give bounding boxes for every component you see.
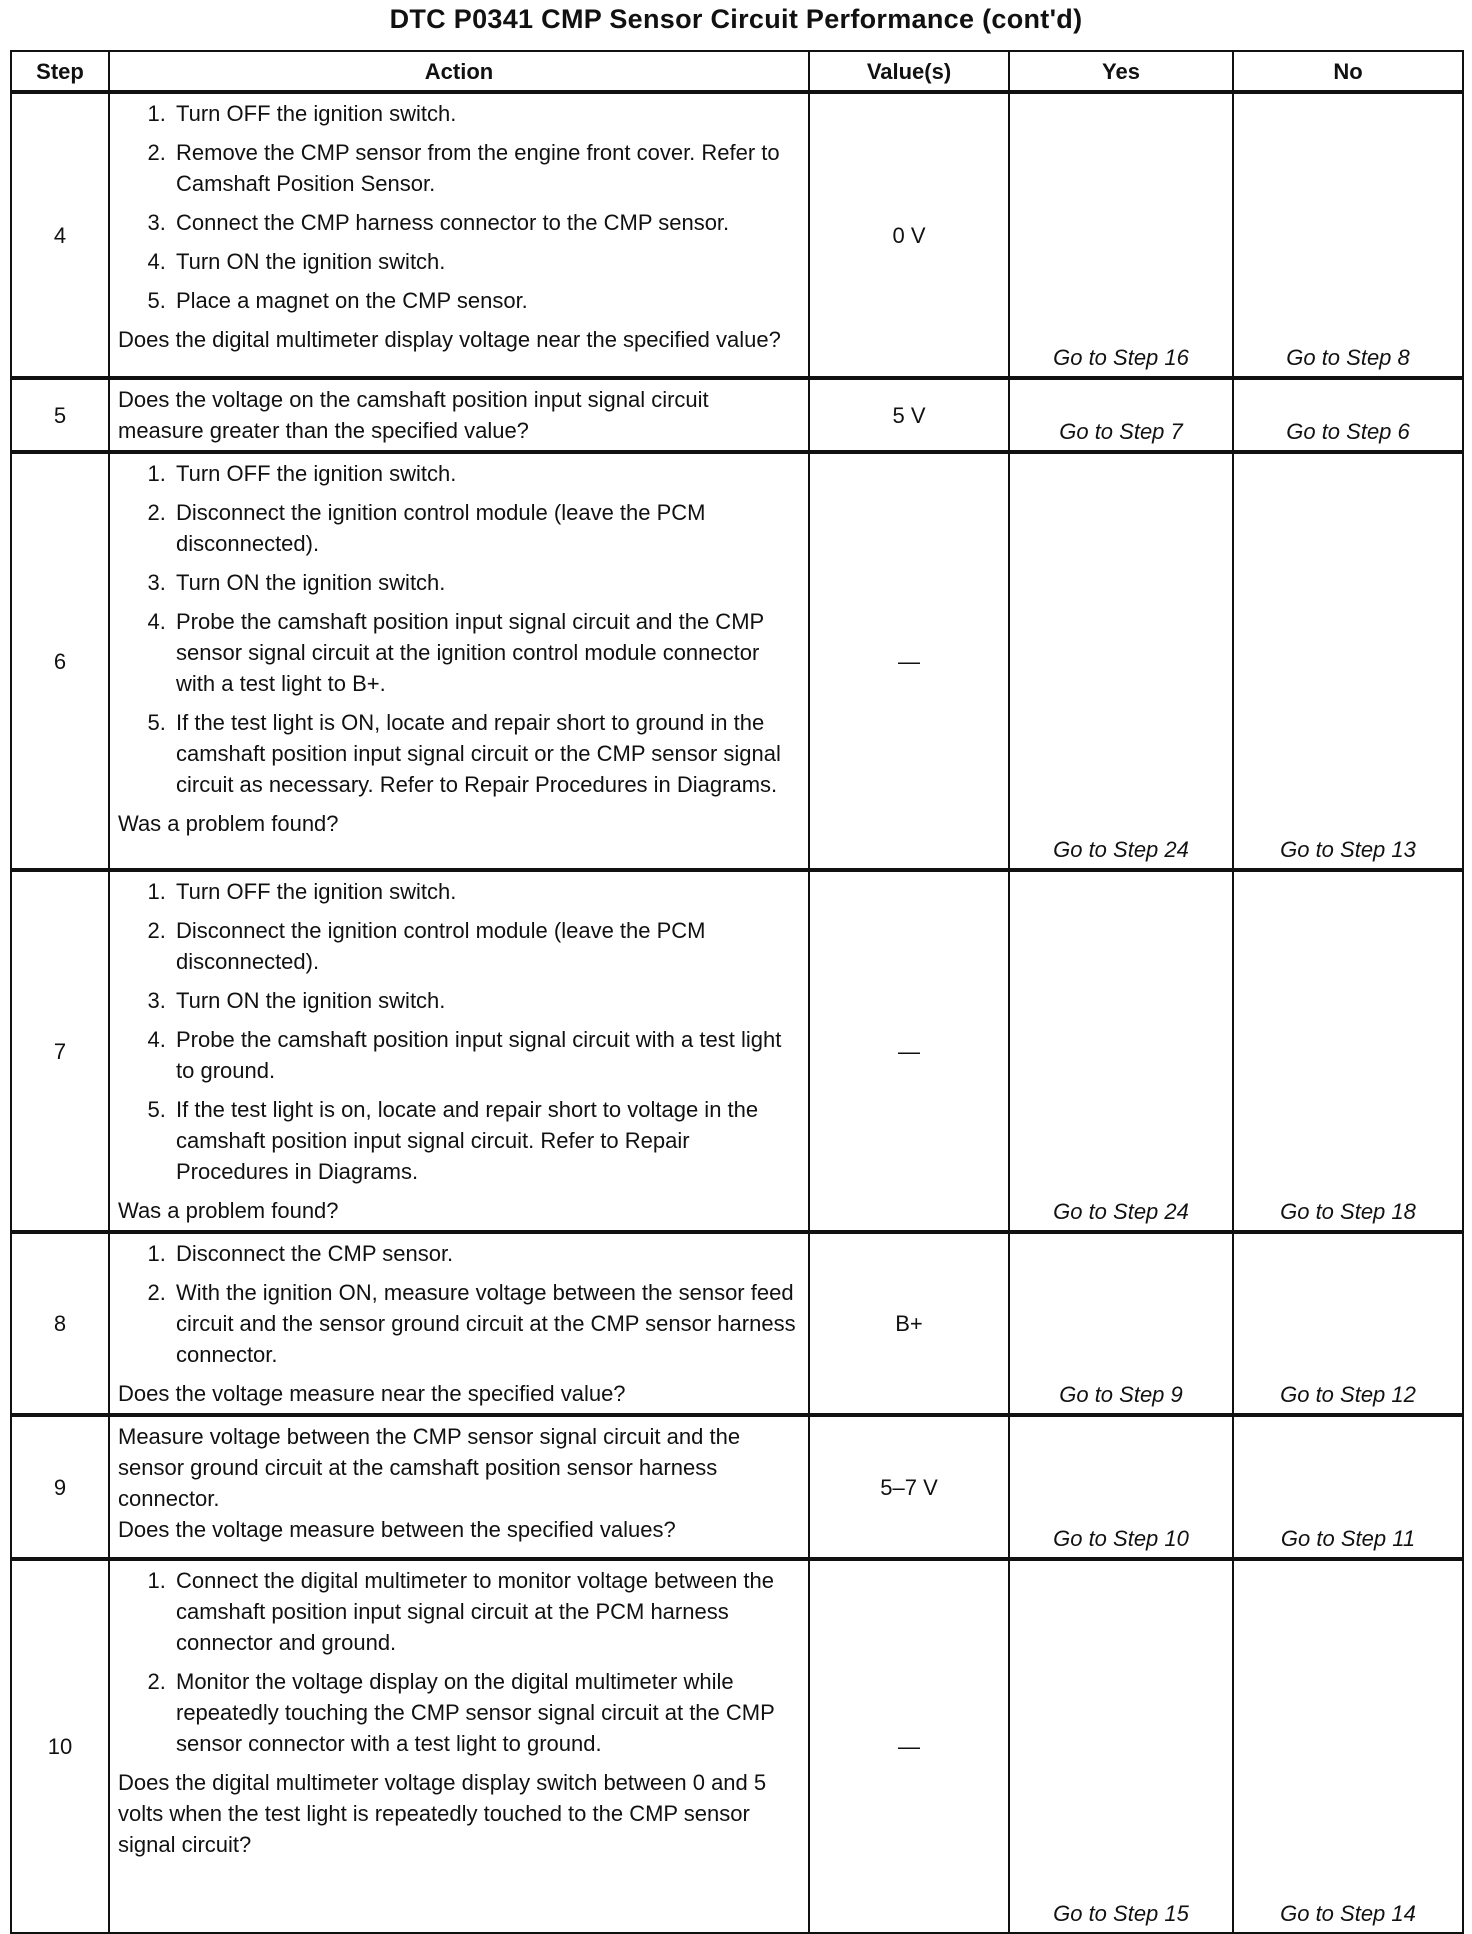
step-number: 7: [11, 870, 109, 1232]
action-step: 1. Disconnect the CMP sensor.: [172, 1238, 800, 1269]
yes-cell: Go to Step 16: [1009, 92, 1233, 378]
action-question: Does the digital multimeter voltage display switch between 0 and 5 volts when the test light is repeatedly touched to the CMP sensor signal circuit?: [118, 1770, 767, 1857]
no-cell: Go to Step 6: [1233, 378, 1463, 452]
action-question: Does the voltage measure between the specified values?: [118, 1517, 676, 1542]
page-title: DTC P0341 CMP Sensor Circuit Performance (cont'd): [389, 4, 1083, 34]
value-cell: 5–7 V: [809, 1415, 1009, 1559]
action-question: Does the voltage on the camshaft position input signal circuit measure greater than the specified value?: [118, 387, 709, 443]
value-cell: —: [809, 1559, 1009, 1933]
action-cell: [109, 378, 809, 452]
action-step: 2. With the ignition ON, measure voltage between the sensor feed circuit and the sensor ground circuit at the CMP sensor harness connector.: [172, 1277, 800, 1370]
yes-cell: Go to Step 10: [1009, 1415, 1233, 1559]
value-cell: 0 V: [809, 92, 1009, 378]
action-question: Was a problem found?: [118, 811, 339, 836]
diagnostic-table: [10, 50, 1464, 1934]
action-cell: [109, 1232, 809, 1415]
action-cell: [109, 1559, 809, 1933]
action-step: 2. Disconnect the ignition control module (leave the PCM disconnected).: [172, 497, 800, 559]
no-cell: Go to Step 13: [1233, 452, 1463, 870]
step-number: 5: [11, 378, 109, 452]
yes-cell: Go to Step 7: [1009, 378, 1233, 452]
table-row: [11, 1559, 1463, 1933]
yes-cell: Go to Step 24: [1009, 452, 1233, 870]
yes-cell: Go to Step 9: [1009, 1232, 1233, 1415]
step-number: 10: [11, 1559, 109, 1933]
action-question: Was a problem found?: [118, 1198, 339, 1223]
header-action: Action: [109, 51, 809, 92]
action-step: 3. Turn ON the ignition switch.: [172, 985, 800, 1016]
action-step: 1. Turn OFF the ignition switch.: [172, 458, 800, 489]
step-number: 4: [11, 92, 109, 378]
action-step: 2. Disconnect the ignition control module (leave the PCM disconnected).: [172, 915, 800, 977]
step-number: 8: [11, 1232, 109, 1415]
action-step: 4. Turn ON the ignition switch.: [172, 246, 800, 277]
action-cell: [109, 92, 809, 378]
header-values: Value(s): [809, 51, 1009, 92]
action-step: 5. Place a magnet on the CMP sensor.: [172, 285, 800, 316]
table-row: [11, 378, 1463, 452]
yes-cell: Go to Step 15: [1009, 1559, 1233, 1933]
action-step: 5. If the test light is on, locate and repair short to voltage in the camshaft position input signal circuit. Refer to Repair Procedures in Diagrams.: [172, 1094, 800, 1187]
action-step: 3. Turn ON the ignition switch.: [172, 567, 800, 598]
action-step: 1. Turn OFF the ignition switch.: [172, 98, 800, 129]
action-step: 4. Probe the camshaft position input signal circuit and the CMP sensor signal circuit at the ignition control module connector with a test light to B+.: [172, 606, 800, 699]
step-number: 9: [11, 1415, 109, 1559]
action-question: Does the digital multimeter display voltage near the specified value?: [118, 327, 781, 352]
header-step: Step: [11, 51, 109, 92]
table-row: [11, 870, 1463, 1232]
action-instruction: Measure voltage between the CMP sensor signal circuit and the sensor ground circuit at the camshaft position sensor harness connector.: [118, 1424, 741, 1511]
action-cell: [109, 870, 809, 1232]
action-steps: [118, 1238, 800, 1370]
table-row: [11, 1232, 1463, 1415]
header-row: [11, 51, 1463, 92]
action-cell: [109, 1415, 809, 1559]
action-step: 1. Connect the digital multimeter to monitor voltage between the camshaft position input signal circuit at the PCM harness connector and ground.: [172, 1565, 800, 1658]
action-step: 2. Remove the CMP sensor from the engine front cover. Refer to Camshaft Position Sensor.: [172, 137, 800, 199]
action-question: Does the voltage measure near the specified value?: [118, 1381, 626, 1406]
action-step: 2. Monitor the voltage display on the digital multimeter while repeatedly touching the CMP sensor signal circuit at the CMP sensor connector with a test light to ground.: [172, 1666, 800, 1759]
header-yes: Yes: [1009, 51, 1233, 92]
action-step: 5. If the test light is ON, locate and repair short to ground in the camshaft position input signal circuit or the CMP sensor signal circuit as necessary. Refer to Repair Procedures in Diagrams.: [172, 707, 800, 800]
yes-cell: Go to Step 24: [1009, 870, 1233, 1232]
action-steps: [118, 458, 800, 800]
table-row: [11, 92, 1463, 378]
step-number: 6: [11, 452, 109, 870]
no-cell: Go to Step 11: [1233, 1415, 1463, 1559]
value-cell: —: [809, 452, 1009, 870]
action-cell: [109, 452, 809, 870]
action-steps: [118, 876, 800, 1187]
value-cell: 5 V: [809, 378, 1009, 452]
table-row: [11, 452, 1463, 870]
no-cell: Go to Step 12: [1233, 1232, 1463, 1415]
header-no: No: [1233, 51, 1463, 92]
value-cell: —: [809, 870, 1009, 1232]
value-cell: B+: [809, 1232, 1009, 1415]
table-row: [11, 1415, 1463, 1559]
action-step: 1. Turn OFF the ignition switch.: [172, 876, 800, 907]
action-step: 3. Connect the CMP harness connector to the CMP sensor.: [172, 207, 800, 238]
no-cell: Go to Step 18: [1233, 870, 1463, 1232]
action-steps: [118, 1565, 800, 1759]
action-step: 4. Probe the camshaft position input signal circuit with a test light to ground.: [172, 1024, 800, 1086]
action-steps: [118, 98, 800, 316]
no-cell: Go to Step 14: [1233, 1559, 1463, 1933]
no-cell: Go to Step 8: [1233, 92, 1463, 378]
